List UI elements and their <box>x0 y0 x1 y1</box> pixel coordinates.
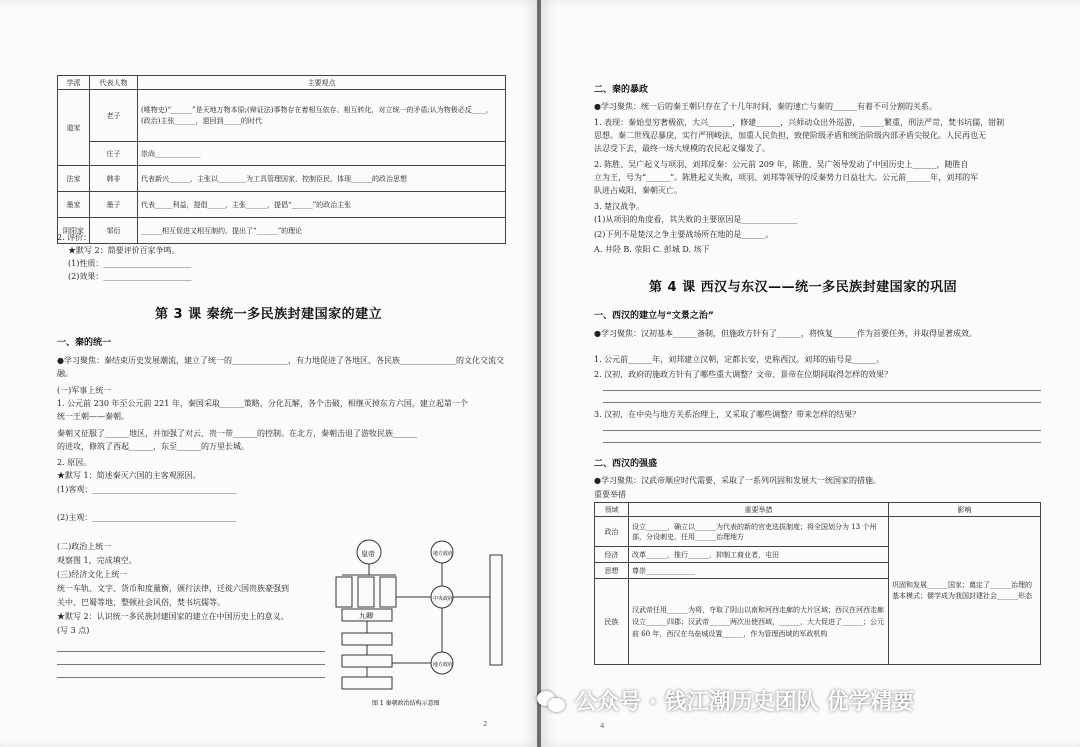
wechat-watermark <box>535 685 914 716</box>
table-cell: 政治 <box>595 517 629 547</box>
focus-text: ●学习聚焦：汉初基本______备制，但施政方针有了______，将恢复______作为首要任务，并取得显著成效。 <box>594 329 977 338</box>
text-line: (一)军事上统一 <box>57 386 112 395</box>
left-page <box>0 0 537 747</box>
diagram-label-top: 皇帝 <box>361 550 375 558</box>
table-cell: (唯物史)“______”是天地万物本原;(辩证法)事物存在着相互依存、相互转化，对立统一的矛盾;认为物极必反____，(政治)主张______，退回到_____的时代 <box>138 90 506 142</box>
text-line: ★默写 1：简述秦灭六国的主客观原因。 <box>57 471 201 480</box>
answer-line <box>603 402 1041 403</box>
table-cell: 代表_____利益，提倡_____，主张______，提倡“______”的政治主张 <box>138 192 506 218</box>
text-line: 2. 陈胜、吴广起义与项羽、刘邦反秦：公元前 209 年，陈胜、吴广领导发动了中国历史上______，随胜自 <box>594 160 969 169</box>
table-cell: 民族 <box>595 579 629 665</box>
text-line: 的进攻，修筑了西起______，东至______的万里长城。 <box>57 442 249 451</box>
table-cell: 老子 <box>90 90 138 142</box>
text-line: 1. 公元前______年，刘邦建立汉朝，定都长安，史称西汉。刘邦的庙号是______。 <box>594 355 885 364</box>
lesson-title: 第 3 课 秦统一多民族封建国家的建立 <box>155 307 383 322</box>
text-line: (2)效果：______________________ <box>68 272 192 281</box>
table-cell: 墨子 <box>90 192 138 218</box>
wechat-icon <box>535 687 567 715</box>
table-cell: 阴阳家 <box>58 218 90 244</box>
text-line: 观察图 1，完成填空。 <box>57 556 137 565</box>
table-header: 学派 <box>58 76 90 90</box>
page-number: 2 <box>483 720 488 728</box>
table-cell: 汉武帝任用______为将，夺取了阴山以南和河西走廊的大片区域；西汉在河西走廊设立______四郡；汉武帝______两次出使西域，______，大大促进了______；公元前 60 年，西汉在乌垒城设置______，作为管理西域的军政机构 <box>629 579 889 665</box>
table-cell: 尊崇______________ <box>629 563 889 579</box>
diagram-label-side3: 地方政府 <box>433 662 454 668</box>
table-cell: 思想 <box>595 563 629 579</box>
text-line: 1. 表现：秦始皇穷奢极欲，大兴______，修建______，兴师动众出外巡游，______繁重，刑法严苛，焚书坑儒，钳制 <box>594 118 1005 127</box>
answer-line <box>57 651 325 652</box>
table-cell: 代表新兴______，主张以________为工具管理国家，控制臣民，体现______的政治思想 <box>138 166 506 192</box>
right-page <box>541 0 1080 747</box>
text-line: 2. 原因。 <box>57 458 92 467</box>
section-heading: 一、秦的统一 <box>57 338 112 348</box>
watermark-text: 公众号 · 钱江潮历史团队 优学精要 <box>575 690 915 715</box>
focus-text: ●学习聚焦：统一后的秦王朝只存在了十几年时间，秦的速亡与秦的______有着不可分割的关系。 <box>594 102 937 111</box>
table-cell: 法家 <box>58 166 90 192</box>
table-header: 代表人物 <box>90 76 138 90</box>
text-line: (2)下列不是楚汉之争主要战场所在地的是______。 <box>594 230 774 239</box>
table-cell: 墨家 <box>58 192 90 218</box>
text-line: 队进占咸阳，秦朝灭亡。 <box>594 186 682 195</box>
text-line: 2. 评价： <box>57 233 92 242</box>
table-cell: 道家 <box>58 90 90 166</box>
text-line: 3. 楚汉战争。 <box>594 202 645 211</box>
text-line: 3. 汉初，在中央与地方关系治理上，又采取了哪些调整？带来怎样的结果？ <box>594 410 861 419</box>
table-header: 领域 <box>595 503 629 517</box>
table-cell: ______相互促进又相互制约，提出了“______”的理论 <box>138 218 506 244</box>
table-header: 主要观点 <box>138 76 506 90</box>
diagram-caption: 图 1 秦朝政治结构示意图 <box>372 700 440 707</box>
table-cell: 改革______，推行______，抑制工商业者，屯田 <box>629 547 889 563</box>
text-line: 法忍受下去，最终一场大规模的农民起义爆发了。 <box>594 144 770 153</box>
lesson-title: 第 4 课 西汉与东汉——统一多民族封建国家的巩固 <box>649 280 958 295</box>
text-line: (1)从项羽的角度看，其失败的主要原因是______________ <box>594 215 798 224</box>
text-line: 2. 汉初，政府的施政方针有了哪些重大调整？文帝、景帝在位期间取得怎样的效果？ <box>594 370 893 379</box>
focus-text: ●学习聚焦：汉武帝顺应时代需要，采取了一系列巩固和发展大一统国家的措施。 <box>594 476 881 485</box>
answer-line <box>603 430 1041 431</box>
table-caption: 重要举措 <box>594 490 626 499</box>
text-line: 关中、巴蜀等地，整顿社会风俗，焚书坑儒等。 <box>57 598 225 607</box>
table-cell: 巩固和发展______国家；奠定了______治理的基本模式；儒学成为我国封建社会______形态 <box>889 517 1041 665</box>
page-number: 4 <box>600 722 605 730</box>
diagram-label-side2: 中央政府 <box>433 596 454 602</box>
table-header: 影响 <box>889 503 1041 517</box>
table-cell: 设立______，确立以______为代表的新的官吏选拔制度；将全国划分为 13 个州部，分设刺史，任用______治理地方 <box>629 517 889 547</box>
answer-line <box>57 677 325 678</box>
text-line: 统一王朝——秦朝。 <box>57 412 129 421</box>
section-heading: 一、西汉的建立与“文景之治” <box>594 311 714 321</box>
focus-text: ●学习聚焦：秦结束历史发展潮流，建立了统一的______________，有力地促进了各地区、各民族______________的文化交流交融。 <box>57 356 504 378</box>
text-line: 秦朝又征服了______地区，并加强了对云、贵一带______的控制。在北方，秦朝击退了游牧民族______ <box>57 429 417 438</box>
schools-table <box>57 75 506 244</box>
table-header: 重要举措 <box>629 503 889 517</box>
diagram-label-mid: 九卿 <box>359 612 373 620</box>
text-line: (2)主观：____________________________________ <box>57 513 237 522</box>
text-line: (三)经济文化上统一 <box>57 570 128 579</box>
table-cell: 经济 <box>595 547 629 563</box>
text-line: (二)政治上统一 <box>57 542 112 551</box>
section-heading: 二、秦的暴政 <box>594 85 649 95</box>
table-cell: 韩非 <box>90 166 138 192</box>
table-cell: 邹衍 <box>90 218 138 244</box>
text-line: 统一车轨、文字、货币和度量衡，颁行法律，迁徙六国贵族豪强到 <box>57 584 289 593</box>
answer-line <box>603 442 1041 443</box>
text-line: ★默写 2：认识统一多民族封建国家的建立在中国历史上的意义。 <box>57 612 289 621</box>
section-heading: 二、西汉的强盛 <box>594 459 658 469</box>
diagram-label-side1: 地方政府 <box>433 551 454 557</box>
measures-table <box>594 502 1041 665</box>
political-structure-diagram <box>332 535 512 710</box>
text-line: (1)性质：______________________ <box>68 259 192 268</box>
answer-line <box>57 664 325 665</box>
text-line: 1. 公元前 230 年至公元前 221 年，秦国采取______策略，分化瓦解，各个击破，相继灭掉东方六国，建立起第一个 <box>57 399 468 408</box>
text-line: (写 3 点) <box>57 626 90 635</box>
table-cell: 庄子 <box>90 142 138 166</box>
text-line: 立为王，号为“______”。陈胜起义失败，项羽、刘邦等领导的反秦势力日益壮大。公元前______年，刘邦的军 <box>594 173 979 182</box>
table-cell: 崇尚_____________ <box>138 142 506 166</box>
text-line: 思想。秦二世残忍暴戾，实行严刑峻法，加重人民负担，致使阶级矛盾和统治阶级内部矛盾尖锐化。人民再也无 <box>594 131 986 140</box>
answer-line <box>603 390 1041 391</box>
text-line: (1)客观：____________________________________ <box>57 485 237 494</box>
text-line: ★默写 2：简要评价百家争鸣。 <box>68 246 180 255</box>
text-line: A. 井陉 B. 荥阳 C. 彭城 D. 垓下 <box>594 245 710 254</box>
